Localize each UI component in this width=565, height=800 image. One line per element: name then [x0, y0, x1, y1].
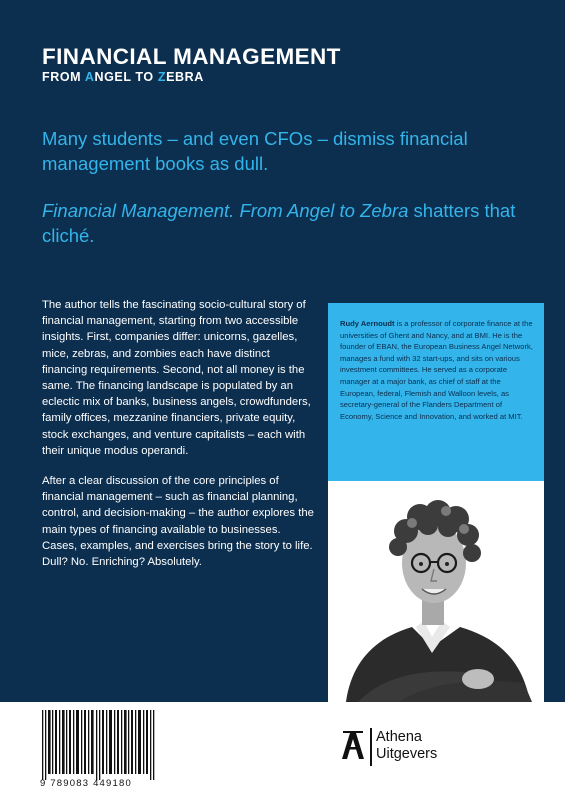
tagline-line-1: Many students – and even CFOs – dismiss financial management books as dull. [42, 128, 468, 174]
book-title: FINANCIAL MANAGEMENT [42, 44, 341, 69]
isbn-number: 9 789083 449180 [40, 778, 132, 789]
author-portrait-drawing [328, 481, 544, 702]
subtitle-highlight-z: Z [157, 70, 167, 84]
subtitle-part-3: EBRA [166, 70, 204, 84]
subtitle-part-2: NGEL TO [94, 70, 158, 84]
book-subtitle [42, 70, 204, 84]
tagline [42, 126, 542, 270]
tagline-line-2 [42, 198, 542, 248]
publisher-name [376, 729, 437, 763]
author-name: Rudy Aernoudt [340, 319, 395, 328]
subtitle-highlight-a: A [84, 70, 95, 84]
author-bio [340, 318, 536, 422]
athena-logo-icon [340, 730, 366, 760]
blurb-paragraph-1: The author tells the fascinating socio-cultural story of financial management, starting from two accessible insights. First, companies differ: unicorns, gazelles, mice, zebras, and zombies each have distinct financing requirements. Second, not all money is the same. The financing landscape is populated by an eclectic mix of banks, business angels, crowdfunders, family offices, mezzanine financiers, private equity, stock exchanges, and venture capitalists – each with their unique modus operandi. [42, 299, 311, 457]
author-portrait [328, 481, 544, 702]
author-bio-box [328, 303, 544, 481]
tagline-book-title: Financial Management. From Angel to Zebra [42, 200, 409, 221]
publisher-divider [370, 728, 372, 766]
blurb-paragraph-2: After a clear discussion of the core principles of financial management – such as financial planning, control, and decision-making – the author explores the main types of financing available to businesses. Cases, examples, and exercises bring the story to life. Dull? No. Enriching? Absolutely. [42, 475, 314, 569]
tagline-rest: shatters that cliché. [42, 200, 516, 246]
barcode [40, 710, 158, 780]
blurb [42, 297, 314, 584]
publisher-name-line-2: Uitgevers [376, 746, 438, 762]
publisher-name-line-1: Athena [376, 729, 422, 745]
subtitle-part-1: FROM [42, 70, 85, 84]
author-bio-text: is a professor of corporate finance at the universities of Ghent and Nancy, and at BMI. He is the founder of EBAN, the European Business Angel Network, manages a fund with 32 start-ups, and sits on various investment committees. He served as a corporate manager at a major bank, as chief of staff at the European, federal, Flemish and Walloon levels, as secretary-general of the Flanders Department of Economy, Science and Innovation, and worked at MIT. [340, 319, 533, 421]
